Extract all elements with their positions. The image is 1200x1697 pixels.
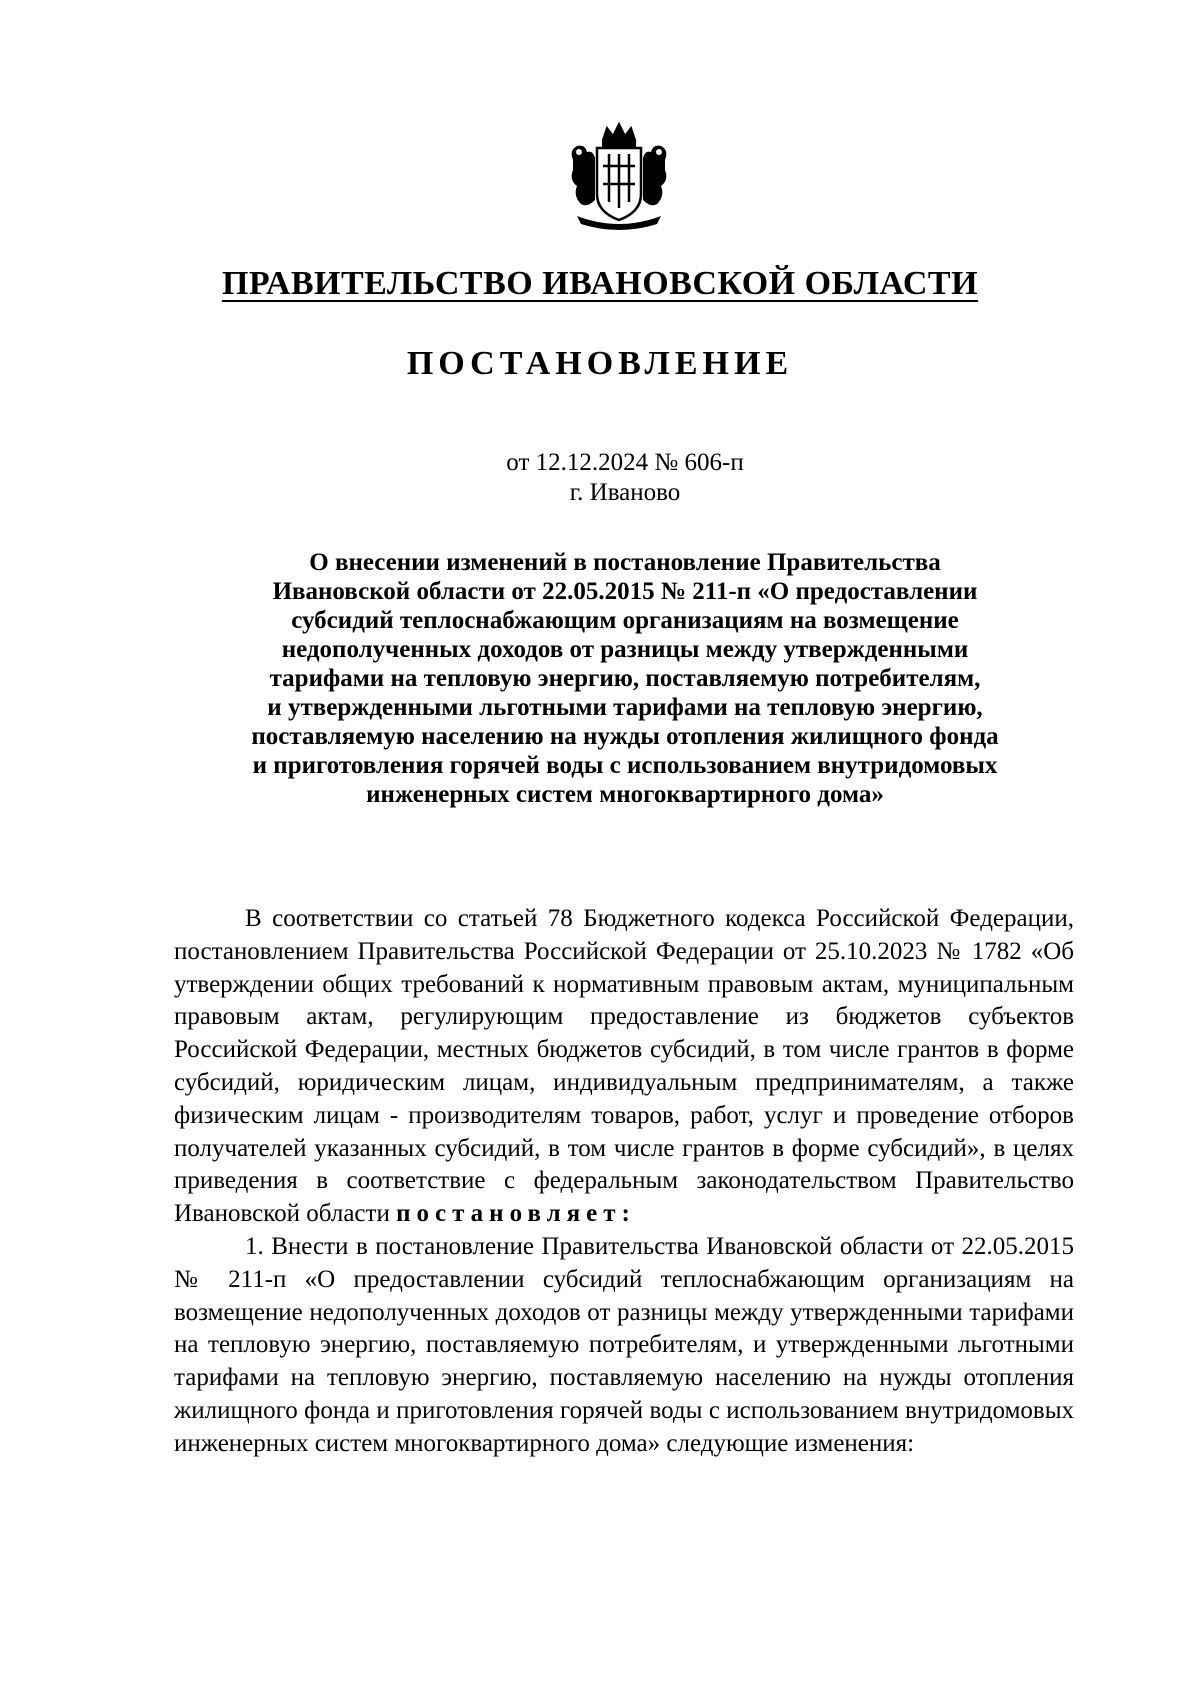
preamble-text: В соответствии со статьей 78 Бюджетного кодекса Российской Федерации, постановлением Правительства Российской Федерации от 25.10.2023 № 1782 «Об утверждении общих требований к нормативным правовым актам, муниципальным правовым актам, регулирующим предоставление из бюджетов субъектов Российской Федерации, местных бюджетов субсидий, в том числе грантов в форме субсидий, юридическим лицам, индивидуальным предпринимателям, а также физическим лицам - производителям товаров, работ, услуг и проведение отборов получателей указанных субсидий, в том числе грантов в форме субсидий», в целях приведения в соответствие с федеральным законодательством Правительство Ивановской области (174, 905, 1074, 1228)
government-title: ПРАВИТЕЛЬСТВО ИВАНОВСКОЙ ОБЛАСТИ (221, 265, 979, 302)
subject-line: тарифами на тепловую энергию, поставляемую потребителям, (269, 665, 981, 692)
document-date-number: от 12.12.2024 № 606-п (506, 449, 744, 476)
subject-line: поставляемую населению на нужды отопления жилищного фонда (251, 723, 999, 750)
document-type-title: ПОСТАНОВЛЕНИЕ (406, 345, 794, 382)
subject-line: субсидий теплоснабжающим организациям на возмещение (291, 607, 959, 634)
document-body (174, 903, 1074, 1461)
date-and-number (0, 448, 1200, 508)
document-city: г. Иваново (569, 479, 681, 506)
subject-line: и утвержденными льготными тарифами на тепловую энергию, (267, 694, 983, 721)
coat-of-arms-icon (563, 120, 675, 232)
subject-line: Ивановской области от 22.05.2015 № 211-п «О предоставлении (272, 578, 978, 605)
subject-line: О внесении изменений в постановление Правительства (309, 549, 941, 576)
subject-line: недополученных доходов от разницы между утвержденными (281, 636, 969, 663)
document-subject (180, 548, 1070, 809)
subject-line: инженерных систем многоквартирного дома» (366, 781, 884, 808)
decree-word: постановляет: (396, 1200, 636, 1228)
preamble-paragraph (174, 903, 1074, 1231)
item-1-paragraph: 1. Внести в постановление Правительства Ивановской области от 22.05.2015 № 211-п «О предоставлении субсидий теплоснабжающим организациям на возмещение недополученных доходов от разницы между утвержденными тарифами на тепловую энергию, поставляемую потребителям, и утвержденными льготными тарифами на тепловую энергию, поставляемую населению на нужды отопления жилищного фонда и приготовления горячей воды с использованием внутридомовых инженерных систем многоквартирного дома» следующие изменения: (174, 1232, 1074, 1457)
subject-line: и приготовления горячей воды с использованием внутридомовых (252, 752, 998, 779)
